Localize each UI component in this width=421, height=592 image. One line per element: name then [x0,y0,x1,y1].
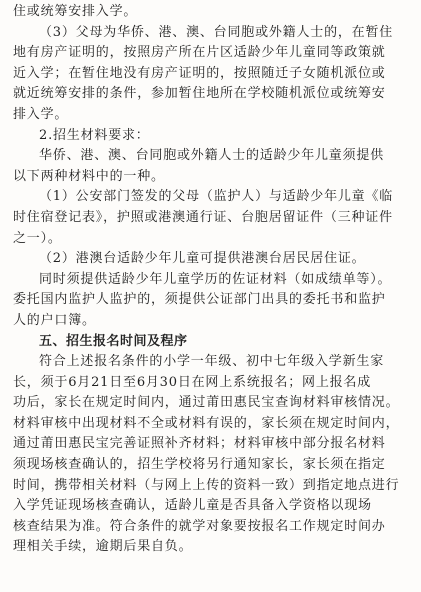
document-body [13,2,411,558]
text-line: 就近统筹安排的条件，参加暂住地所在学校随机派位或统筹安 [13,86,386,102]
text-line: （1）公安部门签发的父母（监护人）与适龄少年儿童《临 [39,189,394,205]
text-line: 之一）。 [13,230,62,246]
text-line: 时间，携带相关材料（与网上上传的资料一致）到指定地点进行 [13,477,400,493]
text-line: 近入学；在暂住地没有房产证明的，按照随迁子女随机派位或 [13,65,386,81]
text-line: 须现场核查确认的，招生学校将另行通知家长，家长须在指定 [13,457,386,473]
text-line: 入学凭证现场核查确认，适龄儿童是否具备入学资格以现场 [13,498,372,514]
text-line: 人的户口簿。 [13,312,96,328]
text-line: 委托国内监护人监护的，须提供公证部门出具的委托书和监护 [13,292,386,308]
text-line: 2.招生材料要求： [39,127,150,143]
text-line: 排入学。 [13,106,69,122]
text-line: 符合上述报名条件的小学一年级、初中七年级入学新生家 [39,354,385,370]
text-line: （2）港澳台适龄少年儿童可提供港澳台居民居住证。 [39,251,366,267]
section-heading: 五、招生报名时间及程序 [39,333,188,349]
text-line: 理相关手续，逾期后果自负。 [13,539,193,555]
text-line: 同时须提供适龄少年儿童学历的佐证材料（如成绩单等）。 [39,271,392,287]
text-line: 以下两种材料中的一种。 [13,168,165,184]
text-line: （3）父母为华侨、港、澳、台同胞或外籍人士的，在暂住 [39,24,394,40]
text-line: 时住宿登记表》，护照或港澳通行证、台胞居留证件（三种证件 [13,209,393,225]
text-line: 通过莆田惠民宝完善证照补齐材料；材料审核中部分报名材料 [13,436,386,452]
text-line: 住或统筹安排入学。 [13,4,138,19]
text-line: 核查结果为准。符合条件的就学对象要按报名工作规定时间办 [13,518,386,534]
text-line: 华侨、港、澳、台同胞或外籍人士的适龄少年儿童须提供 [39,148,385,164]
text-line: 材料审核中出现材料不全或材料有误的，家长须在规定时间内， [13,415,400,431]
text-line: 地有房产证明的，按照房产所在片区适龄少年儿童同等政策就 [13,45,386,61]
text-line: 功后，家长在规定时间内，通过莆田惠民宝查询材料审核情况。 [13,395,400,411]
text-line: 长，须于6月21日至6月30日在网上系统报名；网上报名成 [13,374,372,390]
